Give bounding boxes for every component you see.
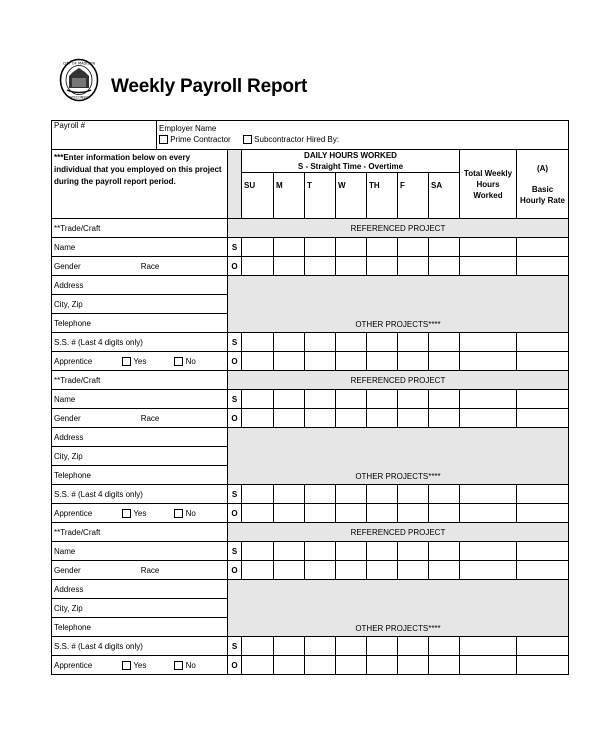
apprentice-yes-checkbox[interactable] [122, 661, 131, 670]
name-label: Name [54, 242, 76, 252]
overtime-total-cell[interactable] [460, 257, 517, 276]
other-overtime-day-cell[interactable] [429, 656, 460, 675]
name-field[interactable] [52, 542, 228, 561]
other-overtime-day-cell[interactable] [305, 656, 336, 675]
straight-time-day-cell[interactable] [305, 390, 336, 409]
straight-time-rate-cell[interactable] [517, 238, 569, 257]
overtime-marker: O [228, 257, 242, 276]
straight-time-marker: S [228, 542, 242, 561]
other-straight-time-total-cell[interactable] [460, 333, 517, 352]
apprentice-label: Apprentice [54, 508, 93, 518]
ss-number-field[interactable] [52, 333, 228, 352]
race-label: Race [140, 413, 160, 423]
address-label: Address [54, 584, 84, 594]
other-projects-label: OTHER PROJECTS**** [355, 320, 441, 329]
apprentice-yes-checkbox[interactable] [122, 509, 131, 518]
straight-time-rate-cell[interactable] [517, 542, 569, 561]
other-overtime-day-cell[interactable] [305, 352, 336, 371]
address-field[interactable] [52, 580, 228, 599]
prime-contractor-label: Prime Contractor [170, 135, 231, 144]
other-overtime-day-cell[interactable] [242, 352, 274, 371]
overtime-day-cell[interactable] [305, 257, 336, 276]
ss-number-field[interactable] [52, 485, 228, 504]
overtime-day-cell[interactable] [242, 409, 274, 428]
day-header-t: T [305, 173, 336, 219]
overtime-day-cell[interactable] [336, 561, 367, 580]
straight-time-day-cell[interactable] [336, 238, 367, 257]
apprentice-field [52, 656, 228, 675]
other-overtime-day-cell[interactable] [429, 504, 460, 523]
apprentice-field [52, 504, 228, 523]
overtime-marker: O [228, 561, 242, 580]
straight-time-day-cell[interactable] [305, 238, 336, 257]
straight-time-total-cell[interactable] [460, 238, 517, 257]
column-a-label: (A) [536, 163, 549, 173]
other-overtime-total-cell[interactable] [460, 656, 517, 675]
other-straight-time-rate-cell[interactable] [517, 637, 569, 656]
other-overtime-day-cell[interactable] [242, 656, 274, 675]
address-label: Address [54, 280, 84, 290]
name-field[interactable] [52, 238, 228, 257]
apprentice-no-checkbox[interactable] [174, 661, 183, 670]
other-projects-label: OTHER PROJECTS**** [355, 472, 441, 481]
other-straight-time-day-cell[interactable] [429, 637, 460, 656]
other-overtime-day-cell[interactable] [429, 352, 460, 371]
apprentice-yes-label: Yes [133, 508, 147, 518]
other-straight-time-day-cell[interactable] [242, 333, 274, 352]
referenced-project-band [228, 523, 569, 542]
other-straight-time-day-cell[interactable] [367, 333, 398, 352]
payroll-number-field[interactable] [52, 121, 157, 150]
other-overtime-day-cell[interactable] [367, 352, 398, 371]
overtime-day-cell[interactable] [336, 409, 367, 428]
overtime-day-cell[interactable] [429, 561, 460, 580]
name-label: Name [54, 546, 76, 556]
overtime-marker: O [228, 409, 242, 428]
trade-craft-label: **Trade/Craft [54, 375, 101, 385]
other-overtime-day-cell[interactable] [305, 504, 336, 523]
header-spacer [228, 150, 242, 219]
referenced-project-label: REFERENCED PROJECT [350, 375, 446, 385]
straight-time-marker: S [228, 238, 242, 257]
basic-hourly-header [517, 150, 569, 219]
apprentice-label: Apprentice [54, 356, 93, 366]
other-straight-time-day-cell[interactable] [242, 485, 274, 504]
other-overtime-day-cell[interactable] [274, 352, 305, 371]
trade-craft-label: **Trade/Craft [54, 223, 101, 233]
other-straight-time-day-cell[interactable] [336, 333, 367, 352]
other-straight-time-rate-cell[interactable] [517, 333, 569, 352]
telephone-label: Telephone [54, 318, 91, 328]
day-header-sa: SA [429, 173, 460, 219]
other-straight-time-marker: S [228, 333, 242, 352]
other-straight-time-day-cell[interactable] [305, 637, 336, 656]
gender-label: Gender [54, 413, 81, 423]
city-zip-field[interactable] [52, 599, 228, 618]
other-straight-time-marker: S [228, 637, 242, 656]
other-overtime-day-cell[interactable] [336, 352, 367, 371]
overtime-total-cell[interactable] [460, 409, 517, 428]
day-header-f: F [398, 173, 429, 219]
overtime-day-cell[interactable] [274, 409, 305, 428]
other-straight-time-day-cell[interactable] [398, 333, 429, 352]
apprentice-yes-checkbox[interactable] [122, 357, 131, 366]
straight-time-day-cell[interactable] [305, 542, 336, 561]
straight-time-day-cell[interactable] [429, 542, 460, 561]
daily-hours-header [242, 150, 460, 173]
city-zip-label: City, Zip [54, 603, 83, 613]
overtime-day-cell[interactable] [305, 561, 336, 580]
referenced-project-band [228, 219, 569, 238]
overtime-rate-cell[interactable] [517, 561, 569, 580]
subcontractor-checkbox[interactable] [243, 135, 252, 144]
trade-craft-field[interactable] [52, 371, 228, 390]
overtime-day-cell[interactable] [398, 409, 429, 428]
other-straight-time-total-cell[interactable] [460, 637, 517, 656]
race-label: Race [140, 261, 160, 271]
other-overtime-rate-cell[interactable] [517, 504, 569, 523]
other-straight-time-day-cell[interactable] [367, 637, 398, 656]
apprentice-no-label: No [185, 660, 196, 670]
overtime-day-cell[interactable] [336, 257, 367, 276]
telephone-label: Telephone [54, 622, 91, 632]
telephone-field[interactable] [52, 618, 228, 637]
ss-number-label: S.S. # (Last 4 digits only) [54, 489, 143, 499]
other-straight-time-day-cell[interactable] [336, 485, 367, 504]
other-overtime-total-cell[interactable] [460, 504, 517, 523]
other-projects-band [228, 428, 569, 485]
other-overtime-total-cell[interactable] [460, 352, 517, 371]
other-straight-time-day-cell[interactable] [429, 333, 460, 352]
other-overtime-rate-cell[interactable] [517, 352, 569, 371]
straight-time-day-cell[interactable] [367, 390, 398, 409]
city-zip-label: City, Zip [54, 299, 83, 309]
other-overtime-day-cell[interactable] [398, 504, 429, 523]
overtime-rate-cell[interactable] [517, 409, 569, 428]
address-field[interactable] [52, 428, 228, 447]
other-straight-time-day-cell[interactable] [274, 333, 305, 352]
other-overtime-day-cell[interactable] [274, 504, 305, 523]
other-overtime-day-cell[interactable] [367, 504, 398, 523]
straight-time-day-cell[interactable] [336, 390, 367, 409]
gender-label: Gender [54, 261, 81, 271]
other-straight-time-day-cell[interactable] [242, 637, 274, 656]
apprentice-label: Apprentice [54, 660, 93, 670]
other-overtime-marker: O [228, 352, 242, 371]
city-zip-field[interactable] [52, 447, 228, 466]
page-title: Weekly Payroll Report [111, 76, 308, 97]
apprentice-no-label: No [185, 356, 196, 366]
overtime-day-cell[interactable] [398, 257, 429, 276]
trade-craft-field[interactable] [52, 219, 228, 238]
day-header-th: TH [367, 173, 398, 219]
telephone-field[interactable] [52, 466, 228, 485]
city-zip-field[interactable] [52, 295, 228, 314]
gender-label: Gender [54, 565, 81, 575]
trade-craft-field[interactable] [52, 523, 228, 542]
other-overtime-day-cell[interactable] [274, 656, 305, 675]
city-seal-logo [59, 58, 99, 102]
straight-time-total-cell[interactable] [460, 542, 517, 561]
other-overtime-day-cell[interactable] [336, 656, 367, 675]
telephone-field[interactable] [52, 314, 228, 333]
referenced-project-band [228, 371, 569, 390]
other-overtime-day-cell[interactable] [398, 656, 429, 675]
other-overtime-marker: O [228, 656, 242, 675]
straight-time-day-cell[interactable] [398, 542, 429, 561]
overtime-day-cell[interactable] [367, 409, 398, 428]
address-label: Address [54, 432, 84, 442]
telephone-label: Telephone [54, 470, 91, 480]
straight-time-day-cell[interactable] [274, 390, 305, 409]
other-straight-time-day-cell[interactable] [305, 485, 336, 504]
overtime-day-cell[interactable] [367, 561, 398, 580]
name-field[interactable] [52, 390, 228, 409]
gender-race-field[interactable] [52, 409, 228, 428]
referenced-project-label: REFERENCED PROJECT [350, 223, 446, 233]
other-straight-time-day-cell[interactable] [274, 485, 305, 504]
other-straight-time-day-cell[interactable] [305, 333, 336, 352]
other-straight-time-day-cell[interactable] [274, 637, 305, 656]
address-field[interactable] [52, 276, 228, 295]
straight-time-day-cell[interactable] [367, 542, 398, 561]
overtime-day-cell[interactable] [274, 257, 305, 276]
apprentice-yes-label: Yes [133, 660, 147, 670]
apprentice-field [52, 352, 228, 371]
overtime-day-cell[interactable] [305, 409, 336, 428]
other-straight-time-day-cell[interactable] [398, 637, 429, 656]
other-overtime-day-cell[interactable] [242, 504, 274, 523]
daily-hours-title: DAILY HOURS WORKED [304, 151, 397, 160]
straight-time-day-cell[interactable] [429, 390, 460, 409]
apprentice-yes-label: Yes [133, 356, 147, 366]
payroll-label: Payroll # [54, 121, 86, 130]
other-projects-label: OTHER PROJECTS**** [355, 624, 441, 633]
straight-time-day-cell[interactable] [274, 238, 305, 257]
city-zip-label: City, Zip [54, 451, 83, 461]
straight-time-day-cell[interactable] [242, 238, 274, 257]
straight-time-day-cell[interactable] [429, 238, 460, 257]
total-weekly-header: Total Weekly Hours Worked [460, 150, 517, 219]
other-overtime-day-cell[interactable] [367, 656, 398, 675]
other-projects-band [228, 580, 569, 637]
day-header-su: SU [242, 173, 274, 219]
other-overtime-day-cell[interactable] [336, 504, 367, 523]
day-header-m: M [274, 173, 305, 219]
straight-time-day-cell[interactable] [242, 542, 274, 561]
basic-hourly-label: Basic Hourly Rate [520, 184, 565, 205]
overtime-day-cell[interactable] [242, 561, 274, 580]
other-straight-time-day-cell[interactable] [398, 485, 429, 504]
other-straight-time-day-cell[interactable] [429, 485, 460, 504]
straight-time-day-cell[interactable] [398, 238, 429, 257]
svg-text:WISCONSIN: WISCONSIN [69, 95, 89, 100]
straight-time-day-cell[interactable] [242, 390, 274, 409]
straight-time-marker: S [228, 390, 242, 409]
apprentice-no-checkbox[interactable] [174, 357, 183, 366]
day-header-w: W [336, 173, 367, 219]
overtime-day-cell[interactable] [429, 257, 460, 276]
straight-time-day-cell[interactable] [336, 542, 367, 561]
employer-name-label: Employer Name [159, 124, 217, 133]
other-straight-time-marker: S [228, 485, 242, 504]
trade-craft-label: **Trade/Craft [54, 527, 101, 537]
straight-time-total-cell[interactable] [460, 390, 517, 409]
overtime-day-cell[interactable] [367, 257, 398, 276]
apprentice-no-checkbox[interactable] [174, 509, 183, 518]
straight-time-rate-cell[interactable] [517, 390, 569, 409]
subcontractor-label: Subcontractor Hired By: [254, 135, 340, 144]
overtime-day-cell[interactable] [274, 561, 305, 580]
overtime-total-cell[interactable] [460, 561, 517, 580]
prime-contractor-checkbox[interactable] [159, 135, 168, 144]
other-projects-band [228, 276, 569, 333]
gender-race-field[interactable] [52, 561, 228, 580]
race-label: Race [140, 565, 160, 575]
daily-hours-subtitle: S - Straight Time - Overtime [297, 162, 404, 171]
overtime-day-cell[interactable] [242, 257, 274, 276]
overtime-day-cell[interactable] [429, 409, 460, 428]
svg-text:CITY OF MADISON: CITY OF MADISON [62, 61, 96, 66]
referenced-project-label: REFERENCED PROJECT [350, 527, 446, 537]
straight-time-day-cell[interactable] [398, 390, 429, 409]
overtime-rate-cell[interactable] [517, 257, 569, 276]
ss-number-label: S.S. # (Last 4 digits only) [54, 337, 143, 347]
other-overtime-rate-cell[interactable] [517, 656, 569, 675]
other-straight-time-total-cell[interactable] [460, 485, 517, 504]
straight-time-day-cell[interactable] [367, 238, 398, 257]
instructions: ***Enter information below on every individual that you employed on this project during the payroll report period. [52, 150, 228, 219]
ss-number-label: S.S. # (Last 4 digits only) [54, 641, 143, 651]
straight-time-day-cell[interactable] [274, 542, 305, 561]
other-straight-time-rate-cell[interactable] [517, 485, 569, 504]
other-overtime-marker: O [228, 504, 242, 523]
other-straight-time-day-cell[interactable] [336, 637, 367, 656]
other-overtime-day-cell[interactable] [398, 352, 429, 371]
ss-number-field[interactable] [52, 637, 228, 656]
employer-name-field[interactable] [157, 121, 569, 150]
apprentice-no-label: No [185, 508, 196, 518]
overtime-day-cell[interactable] [398, 561, 429, 580]
gender-race-field[interactable] [52, 257, 228, 276]
name-label: Name [54, 394, 76, 404]
payroll-form [51, 120, 569, 675]
other-straight-time-day-cell[interactable] [367, 485, 398, 504]
